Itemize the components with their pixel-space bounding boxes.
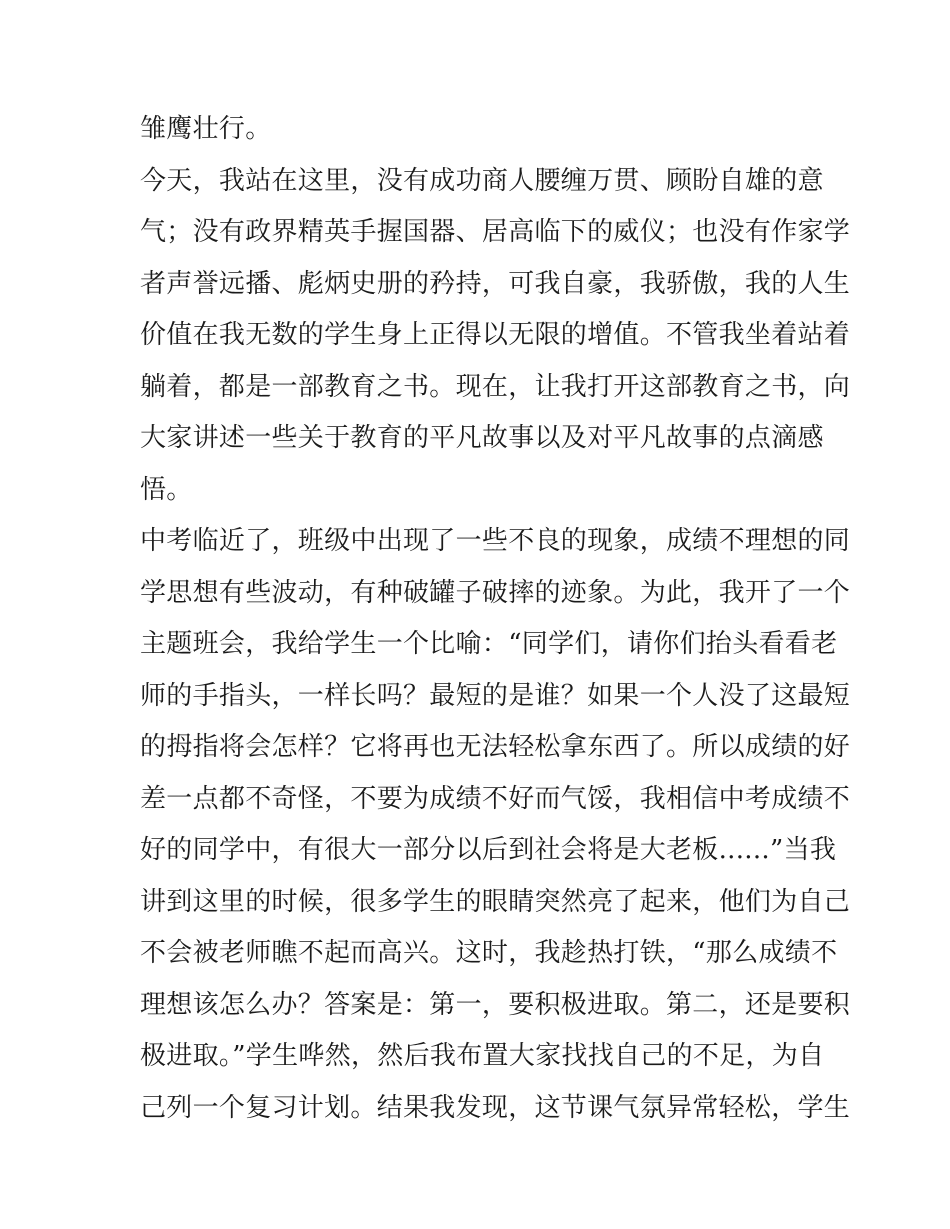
text-line: 理想该怎么办？答案是：第一，要积极进取。第二，还是要积 [140, 989, 851, 1020]
text-line: 己列一个复习计划。结果我发现，这节课气氛异常轻松，学生 [140, 1092, 851, 1123]
text-line: 价值在我无数的学生身上正得以无限的增值。不管我坐着站着 [140, 320, 851, 350]
document-body [140, 104, 851, 1134]
text-line: 悟。 [140, 474, 193, 505]
text-line: 好的同学中，有很大一部分以后到社会将是大老板......”当我 [140, 835, 837, 865]
text-line: 师的手指头，一样长吗？最短的是谁？如果一个人没了这最短 [140, 680, 851, 711]
text-line: 大家讲述一些关于教育的平凡故事以及对平凡故事的点滴感 [140, 423, 824, 453]
text-line: 极进取。”学生哗然，然后我布置大家找找自己的不足，为自 [140, 1041, 825, 1071]
text-line: 中考临近了，班级中出现了一些不良的现象，成绩不理想的同 [140, 526, 851, 556]
text-line: 差一点都不奇怪，不要为成绩不好而气馁，我相信中考成绩不 [140, 783, 851, 814]
text-line: 讲到这里的时候，很多学生的眼睛突然亮了起来，他们为自己 [140, 886, 851, 917]
text-line: 的拇指将会怎样？它将再也无法轻松拿东西了。所以成绩的好 [140, 732, 851, 762]
text-line: 雏鹰壮行。 [140, 114, 272, 144]
text-line: 者声誉远播、彪炳史册的矜持，可我自豪，我骄傲，我的人生 [140, 268, 851, 299]
text-line: 今天，我站在这里，没有成功商人腰缠万贯、顾盼自雄的意 [140, 165, 824, 196]
text-line: 气；没有政界精英手握国器、居高临下的威仪；也没有作家学 [140, 217, 851, 247]
text-line: 躺着，都是一部教育之书。现在，让我打开这部教育之书，向 [140, 371, 851, 402]
text-line: 学思想有些波动，有种破罐子破摔的迹象。为此，我开了一个 [140, 577, 851, 608]
text-line: 主题班会，我给学生一个比喻：“同学们，请你们抬头看看老 [140, 629, 838, 659]
text-line: 不会被老师瞧不起而高兴。这时，我趁热打铁，“那么成绩不 [140, 938, 838, 968]
